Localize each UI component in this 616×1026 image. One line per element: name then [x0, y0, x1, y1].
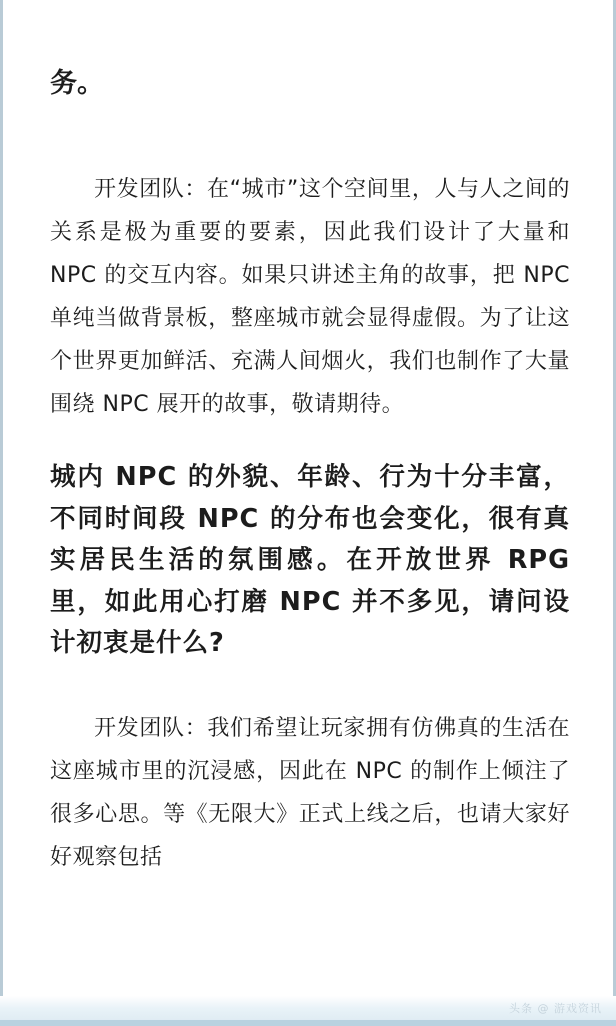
answer-paragraph-1: 开发团队：在“城市”这个空间里，人与人之间的关系是极为重要的要素，因此我们设计了大量和 NPC 的交互内容。如果只讲述主角的故事，把 NPC 单纯当做背景板，整座城市就会显得虚假。为了让这个世界更加鲜活、充满人间烟火，我们也制作了大量围绕 NPC 展开的故事，敬请期待。 [50, 177, 570, 417]
question-heading: 城内 NPC 的外貌、年龄、行为十分丰富，不同时间段 NPC 的分布也会变化，很有真实居民生活的氛围感。在开放世界 RPG 里，如此用心打磨 NPC 并不多见，请问设计初衷是什么? [50, 462, 570, 658]
article-body [50, 62, 570, 879]
paragraph-fragment-end: 务。 [50, 68, 104, 99]
left-frame-border [0, 0, 3, 1026]
watermark: 头条 @ 游戏资讯 [509, 1002, 602, 1015]
answer-paragraph-2: 开发团队：我们希望让玩家拥有仿佛真的生活在这座城市里的沉浸感，因此在 NPC 的制作上倾注了很多心思。等《无限大》正式上线之后，也请大家好好观察包括 [50, 715, 570, 870]
